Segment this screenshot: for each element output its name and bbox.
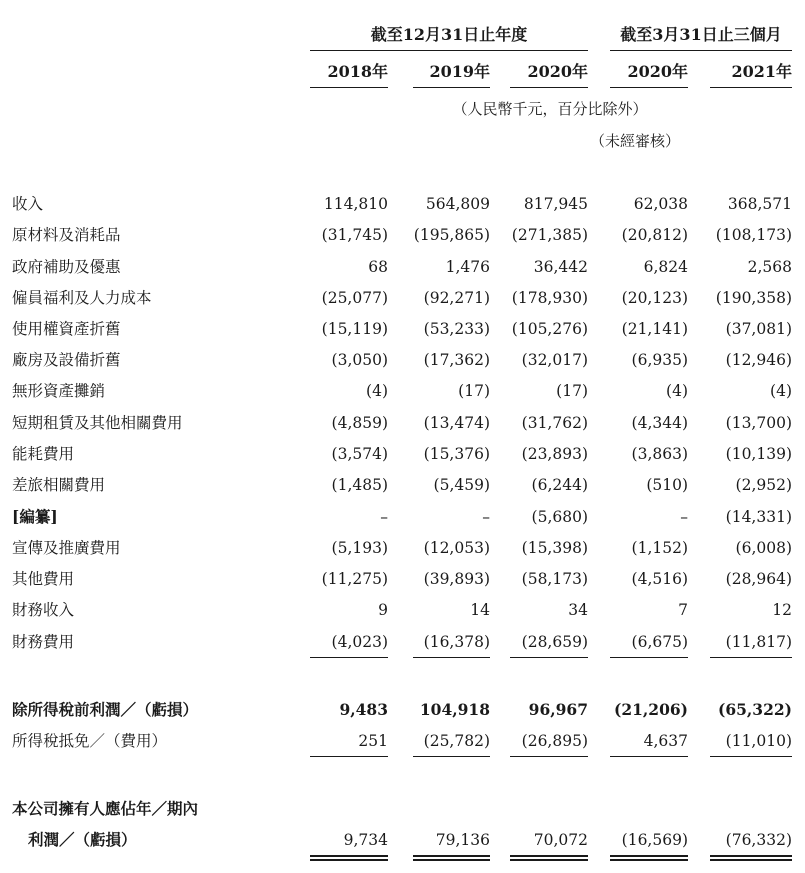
subtotal-rule: [413, 657, 490, 658]
table-cell: (190,358): [715, 289, 792, 307]
table-cell: (5,459): [433, 476, 490, 494]
currency-note: （人民幣千元，百分比除外）: [452, 100, 648, 118]
table-cell: (17): [556, 382, 588, 400]
table-cell: (25,077): [321, 289, 388, 307]
year-header-rule: [310, 87, 388, 88]
table-cell: (32,017): [521, 351, 588, 369]
table-cell: (3,574): [331, 445, 388, 463]
table-cell: (11,010): [725, 732, 792, 750]
row-label: 財務收入: [12, 601, 75, 619]
subtotal-rule: [413, 756, 490, 757]
unaudited-note: （未經審核）: [589, 132, 680, 150]
row-label: [編纂]: [12, 507, 58, 526]
table-cell: (4): [770, 382, 792, 400]
table-cell: (53,233): [423, 320, 490, 338]
table-cell: 96,967: [528, 700, 588, 719]
row-label: 財務費用: [12, 633, 75, 651]
table-cell: (26,895): [521, 732, 588, 750]
row-label: 無形資產攤銷: [12, 382, 106, 400]
row-label: 原材料及消耗品: [12, 226, 121, 244]
table-cell: (15,376): [423, 445, 490, 463]
table-cell: (21,206): [614, 700, 688, 719]
total-double-rule: [510, 855, 588, 857]
row-label: 其他費用: [12, 570, 75, 588]
table-cell: (17): [458, 382, 490, 400]
header-group-quarterly: 截至3月31日止三個月: [620, 25, 782, 44]
table-cell: (4,516): [631, 570, 688, 588]
row-label: 僱員福利及人力成本: [12, 289, 152, 307]
table-cell: 62,038: [633, 195, 688, 213]
total-double-rule: [610, 859, 688, 861]
table-cell: (10,139): [725, 445, 792, 463]
row-label: 政府補助及優惠: [12, 258, 121, 276]
table-cell: 7: [678, 601, 688, 619]
table-cell: 4,637: [643, 732, 688, 750]
table-cell: –: [380, 508, 388, 526]
table-cell: (65,322): [718, 700, 792, 719]
table-cell: (11,817): [725, 633, 792, 651]
total-double-rule: [310, 855, 388, 857]
table-cell: 9,483: [339, 700, 388, 719]
header-group-annual: 截至12月31日止年度: [370, 25, 528, 44]
table-cell: 251: [358, 732, 388, 750]
year-header-rule: [710, 87, 792, 88]
row-label: 能耗費用: [12, 445, 75, 463]
table-cell: (31,745): [321, 226, 388, 244]
table-cell: (28,659): [521, 633, 588, 651]
year-header: 2019年: [429, 62, 490, 81]
table-cell: (6,935): [631, 351, 688, 369]
table-cell: 114,810: [323, 195, 388, 213]
table-cell: (17,362): [423, 351, 490, 369]
table-cell: (13,474): [423, 414, 490, 432]
table-cell: (31,762): [521, 414, 588, 432]
table-cell: 70,072: [533, 831, 588, 849]
table-cell: 12: [772, 601, 792, 619]
year-header: 2021年: [731, 62, 792, 81]
table-cell: (76,332): [725, 831, 792, 849]
year-header-rule: [413, 87, 490, 88]
total-double-rule: [710, 855, 792, 857]
subtotal-rule: [310, 756, 388, 757]
total-double-rule: [710, 859, 792, 861]
table-cell: (37,081): [725, 320, 792, 338]
table-cell: (178,930): [511, 289, 588, 307]
total-double-rule: [610, 855, 688, 857]
table-cell: (271,385): [511, 226, 588, 244]
row-label: 收入: [12, 195, 44, 213]
subtotal-rule: [510, 657, 588, 658]
row-label: 所得稅抵免／（費用）: [12, 732, 168, 750]
table-cell: 2,568: [747, 258, 792, 276]
table-cell: 104,918: [419, 700, 490, 719]
table-cell: (4): [366, 382, 388, 400]
table-cell: (23,893): [521, 445, 588, 463]
table-cell: 6,824: [643, 258, 688, 276]
table-cell: (39,893): [423, 570, 490, 588]
table-cell: (16,569): [621, 831, 688, 849]
table-cell: –: [482, 508, 490, 526]
table-cell: 9,734: [343, 831, 388, 849]
table-cell: (4,023): [331, 633, 388, 651]
table-cell: 564,809: [425, 195, 490, 213]
row-label: 利潤／（虧損）: [28, 830, 137, 849]
subtotal-rule: [610, 756, 688, 757]
table-cell: 79,136: [435, 831, 490, 849]
row-label: 短期租賃及其他相關費用: [12, 414, 183, 432]
table-cell: –: [680, 508, 688, 526]
table-cell: (2,952): [735, 476, 792, 494]
table-cell: (6,675): [631, 633, 688, 651]
table-cell: (6,244): [531, 476, 588, 494]
table-cell: (3,863): [631, 445, 688, 463]
year-header: 2018年: [327, 62, 388, 81]
table-cell: (105,276): [511, 320, 588, 338]
table-cell: (13,700): [725, 414, 792, 432]
table-cell: (12,946): [725, 351, 792, 369]
subtotal-rule: [710, 657, 792, 658]
table-cell: (5,193): [331, 539, 388, 557]
row-label: 本公司擁有人應佔年／期內: [12, 799, 199, 818]
table-cell: (21,141): [621, 320, 688, 338]
table-cell: (11,275): [321, 570, 388, 588]
table-cell: (14,331): [725, 508, 792, 526]
table-cell: (1,485): [331, 476, 388, 494]
table-cell: (92,271): [423, 289, 490, 307]
rule-group-annual: [310, 50, 588, 51]
table-cell: 68: [368, 258, 388, 276]
table-cell: (4,344): [631, 414, 688, 432]
table-cell: 368,571: [727, 195, 792, 213]
table-cell: 1,476: [445, 258, 490, 276]
table-cell: (25,782): [423, 732, 490, 750]
table-cell: (58,173): [521, 570, 588, 588]
total-double-rule: [413, 859, 490, 861]
total-double-rule: [310, 859, 388, 861]
table-cell: (15,398): [521, 539, 588, 557]
year-header-rule: [510, 87, 588, 88]
table-cell: (510): [646, 476, 688, 494]
table-cell: (108,173): [715, 226, 792, 244]
table-cell: (16,378): [423, 633, 490, 651]
table-cell: (20,123): [621, 289, 688, 307]
total-double-rule: [510, 859, 588, 861]
row-label: 宣傳及推廣費用: [12, 539, 121, 557]
table-cell: (28,964): [725, 570, 792, 588]
table-cell: (6,008): [735, 539, 792, 557]
subtotal-rule: [510, 756, 588, 757]
subtotal-rule: [310, 657, 388, 658]
table-cell: 9: [378, 601, 388, 619]
table-cell: (4,859): [331, 414, 388, 432]
table-cell: 36,442: [533, 258, 588, 276]
table-cell: 34: [568, 601, 588, 619]
subtotal-rule: [710, 756, 792, 757]
table-cell: (1,152): [631, 539, 688, 557]
total-double-rule: [413, 855, 490, 857]
year-header-rule: [610, 87, 688, 88]
year-header: 2020年: [527, 62, 588, 81]
table-cell: (12,053): [423, 539, 490, 557]
year-header: 2020年: [627, 62, 688, 81]
table-cell: 817,945: [523, 195, 588, 213]
table-cell: (15,119): [321, 320, 388, 338]
row-label: 廠房及設備折舊: [12, 351, 121, 369]
rule-group-quarterly: [610, 50, 792, 51]
row-label: 差旅相關費用: [12, 476, 106, 494]
row-label: 使用權資產折舊: [12, 320, 121, 338]
table-cell: (20,812): [621, 226, 688, 244]
table-cell: (3,050): [331, 351, 388, 369]
subtotal-rule: [610, 657, 688, 658]
row-label: 除所得稅前利潤／（虧損）: [12, 700, 199, 719]
table-cell: (5,680): [531, 508, 588, 526]
table-cell: 14: [470, 601, 490, 619]
table-cell: (195,865): [413, 226, 490, 244]
table-cell: (4): [666, 382, 688, 400]
